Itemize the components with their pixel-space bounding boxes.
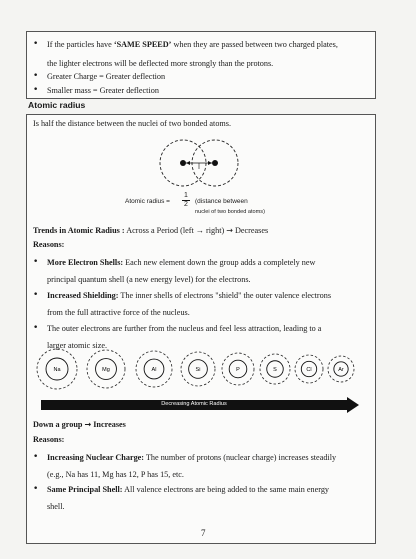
reason-shielding-l1: The inner shells of electrons "shield" the outer valence electrons — [118, 291, 332, 300]
reason-more-shells-l1: Each new element down the group adds a completely new — [123, 258, 316, 267]
arrowhead-right — [208, 161, 212, 165]
atom-symbol-ar: Ar — [338, 367, 344, 373]
reason-more-shells-bold: More Electron Shells: — [47, 258, 124, 267]
reason-nuclear-charge-l1: The number of protons (nuclear charge) increases steadily — [144, 453, 337, 462]
radius-formula-text2: nuclei of two bonded atoms) — [195, 209, 265, 215]
reason-nuclear-charge-l2: (e.g., Na has 11, Mg has 12, P has 15, etc. — [47, 470, 184, 479]
period-atoms-row — [35, 348, 365, 390]
smaller-mass-text: Smaller mass = Greater deflection — [47, 86, 159, 95]
atom-left-nucleus — [180, 160, 186, 166]
atom-symbol-cl: Cl — [306, 367, 312, 373]
down-group-arrow: → — [84, 420, 92, 429]
trends-period-text: Across a Period (left → right) — [126, 226, 225, 235]
atom-symbol-si: Si — [195, 367, 201, 373]
fraction-denominator: 2 — [182, 200, 190, 208]
same-speed-text-2: when they are passed between two charged plates, — [171, 40, 338, 49]
radius-formula-lhs: Atomic radius = — [125, 198, 170, 205]
trends-result: Decreases — [235, 226, 269, 235]
reason-same-shell-l2: shell. — [47, 502, 65, 511]
reason-more-shells-l2: principal quantum shell (a new energy level) for the electrons. — [47, 275, 251, 284]
reason-same-shell-bold: Same Principal Shell: — [47, 485, 123, 494]
atomic-radius-heading: Atomic radius — [28, 100, 86, 110]
fraction-numerator: 1 — [184, 192, 188, 199]
down-group-reasons-label: Reasons: — [33, 435, 65, 444]
trends-reasons-label: Reasons: — [33, 240, 65, 249]
same-speed-line2: the lighter electrons will be deflected more strongly than the protons. — [47, 59, 274, 68]
same-speed-text: If the particles have — [47, 40, 114, 49]
deflection-notes-box — [26, 31, 376, 99]
radius-formula-fraction — [182, 192, 190, 208]
atomic-radius-box — [26, 114, 376, 544]
same-speed-bullet — [47, 37, 373, 71]
trends-line — [33, 223, 268, 238]
smaller-mass-bullet — [47, 83, 159, 98]
atom-symbol-p: P — [236, 367, 240, 373]
reason-same-shell — [47, 482, 373, 514]
reason-nuclear-charge-bold: Increasing Nuclear Charge: — [47, 453, 145, 462]
reason-shielding-l2: from the full attractive force of the nucleus. — [47, 308, 190, 317]
atom-right-nucleus — [212, 160, 218, 166]
page-number: 7 — [201, 528, 206, 538]
bonded-atoms-diagram — [153, 137, 263, 193]
greater-charge-bullet — [47, 69, 165, 84]
reason-more-shells — [47, 255, 373, 287]
down-group-line — [33, 417, 126, 432]
decreasing-radius-label: Decreasing Atomic Radius — [161, 401, 227, 407]
reason-shielding — [47, 288, 373, 320]
trends-label: Trends in Atomic Radius : — [33, 226, 125, 235]
reason-outer-electrons-l1: • The outer electrons are further from the nucleus and feel less attraction, leading to a — [47, 324, 322, 333]
reason-nuclear-charge — [47, 450, 373, 482]
same-speed-bold: ‘SAME SPEED’ — [113, 40, 172, 49]
atom-symbol-na: Na — [53, 367, 61, 373]
reason-same-shell-l1: All valence electrons are being added to the same main energy — [122, 485, 330, 494]
radius-formula-text1: (distance between — [195, 198, 248, 205]
atomic-radius-definition: Is half the distance between the nuclei of two bonded atoms. — [33, 119, 232, 128]
down-group-text: Down a group — [33, 420, 83, 429]
arrowhead-left — [186, 161, 190, 165]
reason-shielding-bold: Increased Shielding: — [47, 291, 119, 300]
atom-symbol-al: Al — [151, 367, 157, 373]
atom-symbol-mg: Mg — [102, 367, 110, 373]
greater-charge-text: Greater Charge = Greater deflection — [47, 72, 166, 81]
down-group-result: Increases — [93, 420, 126, 429]
atom-symbol-s: S — [273, 367, 277, 373]
reason-outer-electrons-l2: larger atomic size. — [47, 341, 108, 350]
trends-arrow: → — [226, 226, 233, 235]
